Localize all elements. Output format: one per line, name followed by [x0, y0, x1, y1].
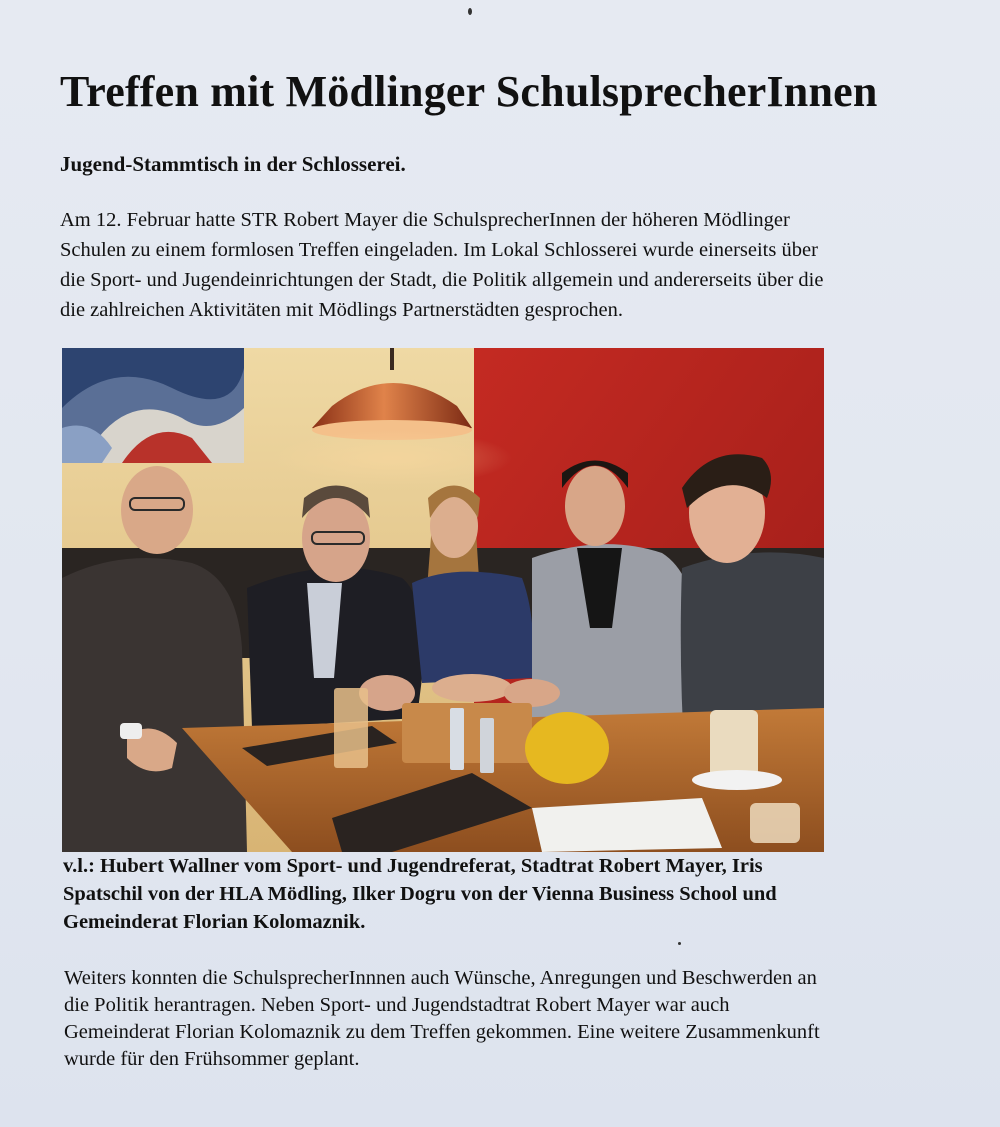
napkin-box	[402, 703, 532, 763]
scan-speck	[678, 942, 681, 945]
outro-line: wurde für den Frühsommer geplant.	[64, 1048, 360, 1070]
intro-line: die zahlreichen Aktivitäten mit Mödlings Partnerstädten gesprochen.	[60, 299, 624, 321]
latte-glass	[710, 710, 758, 778]
salt-shaker	[450, 708, 464, 770]
pepper-shaker	[480, 718, 494, 773]
outro-line: die Politik herantragen. Neben Sport- und Jugendstadtrat Robert Mayer war auch	[64, 994, 730, 1016]
intro-line: Am 12. Februar hatte STR Robert Mayer die SchulsprecherInnen der höheren Mödlinger	[60, 209, 790, 231]
outro-line: Weiters konnten die SchulsprecherInnnen auch Wünsche, Anregungen und Beschwerden an	[64, 967, 817, 989]
outro-line: Gemeinderat Florian Kolomaznik zu dem Treffen gekommen. Eine weitere Zusammenkunft	[64, 1021, 820, 1043]
beer-glass	[334, 688, 368, 768]
article-subtitle: Jugend-Stammtisch in der Schlosserei.	[60, 152, 406, 176]
closing-paragraph	[64, 965, 984, 1073]
article-title: Treffen mit Mödlinger SchulsprecherInnen	[60, 67, 878, 116]
photo-caption	[63, 852, 963, 936]
intro-line: Schulen zu einem formlosen Treffen eingeladen. Im Lokal Schlosserei wurde einerseits über	[60, 239, 818, 261]
caption-line: Gemeinderat Florian Kolomaznik.	[63, 911, 366, 933]
wall-painting	[62, 348, 244, 463]
group-photo	[62, 348, 824, 852]
saucer	[692, 770, 782, 790]
table-sign	[525, 712, 609, 784]
scan-speck	[468, 8, 472, 15]
caption-line: v.l.: Hubert Wallner vom Sport- und Jugendreferat, Stadtrat Robert Mayer, Iris	[63, 855, 763, 877]
intro-paragraph	[60, 205, 980, 325]
group-photo-illustration	[62, 348, 824, 852]
candle-glass	[750, 803, 800, 843]
intro-line: die Sport- und Jugendeinrichtungen der Stadt, die Politik allgemein und andererseits über die	[60, 269, 824, 291]
caption-line: Spatschil von der HLA Mödling, Ilker Dogru von der Vienna Business School und	[63, 883, 777, 905]
